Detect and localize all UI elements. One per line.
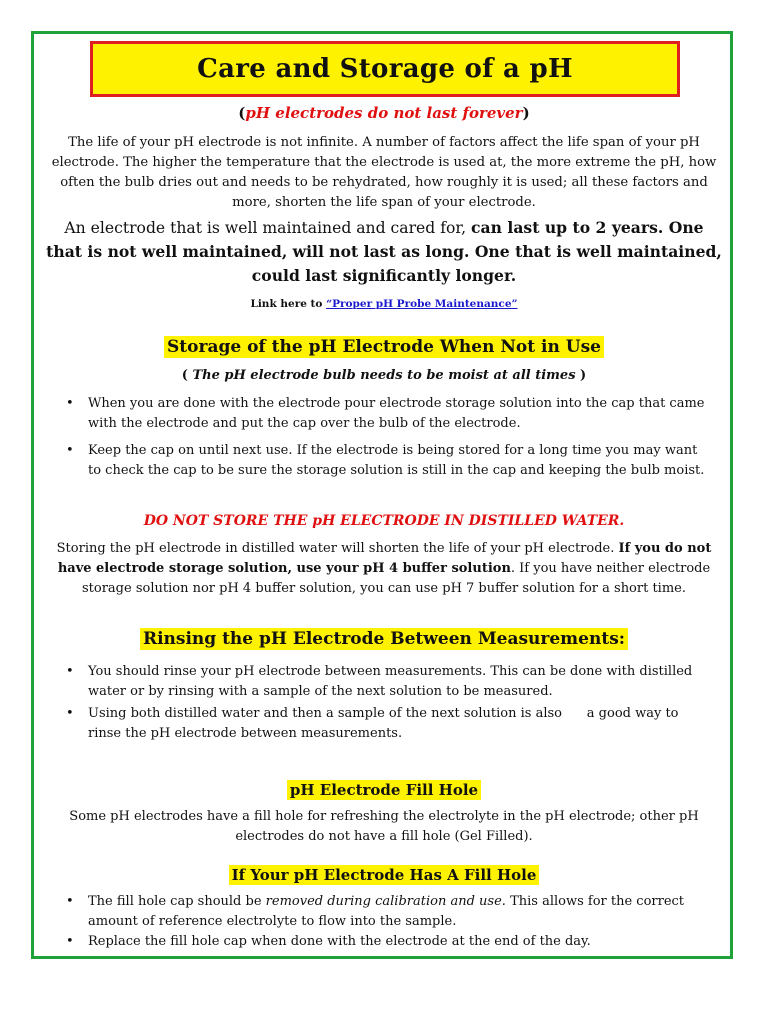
warning-text: DO NOT STORE THE pH ELECTRODE IN DISTILLED WATER. — [143, 513, 625, 529]
storage-list — [62, 394, 710, 488]
list-item: • Replace the fill hole cap when done with the electrode at the end of the day. — [62, 932, 710, 952]
list-item: • The fill hole cap should be removed during calibration and use. This allows for the correct amount of reference electrolyte to flow into the sample. — [62, 892, 710, 931]
list-item: • When you are done with the electrode pour electrode storage solution into the cap that came with the electrode and put the cap over the bulb of the electrode. — [62, 394, 710, 433]
subtitle: (pH electrodes do not last forever) — [238, 104, 530, 122]
link-line: Link here to “Proper pH Probe Maintenance” — [250, 298, 518, 310]
rinsing-list — [62, 662, 710, 746]
title-box — [90, 41, 680, 97]
rinsing-heading: Rinsing the pH Electrode Between Measurements: — [44, 629, 724, 649]
distilled-paragraph: Storing the pH electrode in distilled water will shorten the life of your pH electrode. If you do not have electrode storage solution, use your pH 4 buffer solution. If you have neither electrode storage solution nor pH 4 buffer solution, you can use pH 7 buffer solution for a short time. — [56, 541, 712, 596]
if-fill-hole-heading: If Your pH Electrode Has A Fill Hole — [44, 866, 724, 884]
subtitle-text: pH electrodes do not last forever — [245, 104, 523, 122]
page-title: Care and Storage of a pH — [197, 54, 573, 84]
fill-hole-paragraph: Some pH electrodes have a fill hole for refreshing the electrolyte in the pH electrode; other pH electrodes do not have a fill hole (Gel Filled). — [69, 809, 699, 844]
storage-subheading: ( The pH electrode bulb needs to be moist at all times ) — [181, 368, 587, 383]
maintenance-link[interactable]: “Proper pH Probe Maintenance” — [326, 298, 518, 310]
list-item: • Keep the cap on until next use. If the electrode is being stored for a long time you may want to check the cap to be sure the storage solution is still in the cap and keeping the bulb moist. — [62, 441, 710, 480]
intro-paragraph: The life of your pH electrode is not infinite. A number of factors affect the life span of your pH electrode. The higher the temperature that the electrode is used at, the more extreme the pH, how often the bulb dries out and needs to be rehydrated, how roughly it is used; all these factors and more, shorten the life span of your electrode. — [51, 135, 717, 210]
if-fill-hole-list — [62, 892, 710, 953]
fill-hole-heading: pH Electrode Fill Hole — [44, 781, 724, 799]
storage-heading: Storage of the pH Electrode When Not in Use — [44, 337, 724, 357]
list-item: • You should rinse your pH electrode between measurements. This can be done with distilled water or by rinsing with a sample of the next solution to be measured. — [62, 662, 710, 701]
maintenance-paragraph: An electrode that is well maintained and cared for, can last up to 2 years. One that is not well maintained, will not last as long. One that is well maintained, could last significantly longer. — [46, 218, 722, 285]
list-item: • Using both distilled water and then a sample of the next solution is also a good way to rinse the pH electrode between measurements. — [62, 704, 710, 743]
